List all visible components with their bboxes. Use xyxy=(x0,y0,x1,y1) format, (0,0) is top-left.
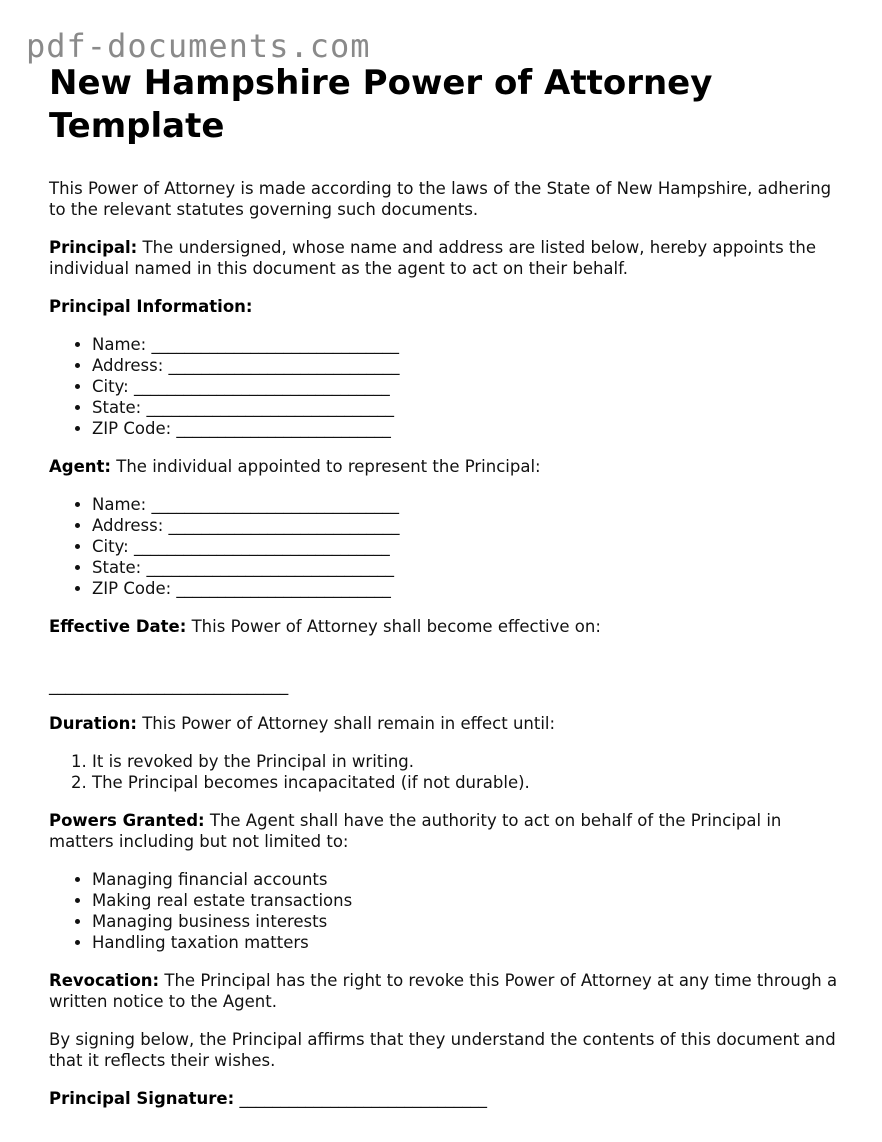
powers-text: The Agent shall have the authority to act on behalf of the Principal in matters including but not limited to: xyxy=(49,811,782,851)
list-item: • Managing financial accounts xyxy=(92,869,849,890)
effective-date-label: Effective Date: xyxy=(49,617,187,636)
principal-zip-field: • ZIP Code: __________________________ xyxy=(92,418,849,439)
list-item: • Managing business interests xyxy=(92,911,849,932)
duration-text: This Power of Attorney shall remain in effect until: xyxy=(136,714,556,733)
principal-label: Principal: xyxy=(49,238,138,257)
affirmation-paragraph: By signing below, the Principal affirms that they understand the contents of this document and that it reflects their wishes. xyxy=(49,1030,836,1070)
powers-paragraph xyxy=(49,810,849,852)
duration-list xyxy=(49,751,849,793)
principal-info-list xyxy=(49,334,849,439)
watermark: pdf-documents.com xyxy=(26,27,371,65)
agent-label: Agent: xyxy=(49,457,112,476)
revocation-paragraph xyxy=(49,970,849,1012)
principal-paragraph xyxy=(49,237,849,279)
powers-list xyxy=(49,869,849,953)
principal-info-heading: Principal Information: xyxy=(49,297,253,316)
effective-date-text: This Power of Attorney shall become effective on: xyxy=(186,617,601,636)
principal-state-field: • State: ______________________________ xyxy=(92,397,849,418)
agent-paragraph xyxy=(49,456,849,477)
duration-label: Duration: xyxy=(49,714,137,733)
agent-zip-field: • ZIP Code: __________________________ xyxy=(92,578,849,599)
intro-paragraph: This Power of Attorney is made according to the laws of the State of New Hampshire, adhering to the relevant statutes governing such documents. xyxy=(49,179,832,219)
list-item: 1. It is revoked by the Principal in writing. xyxy=(92,751,849,772)
effective-date-paragraph xyxy=(49,616,849,637)
revocation-label: Revocation: xyxy=(49,971,160,990)
agent-name-field: • Name: ______________________________ xyxy=(92,494,849,515)
principal-text: The undersigned, whose name and address are listed below, hereby appoints the individual named in this document as the agent to act on their behalf. xyxy=(49,238,817,278)
page-title: New Hampshire Power of Attorney Template xyxy=(49,63,713,146)
duration-paragraph xyxy=(49,713,849,734)
powers-label: Powers Granted: xyxy=(49,811,205,830)
document-page xyxy=(49,62,849,1126)
effective-date-line: _____________________________ xyxy=(49,676,289,695)
agent-state-field: • State: ______________________________ xyxy=(92,557,849,578)
signature-label: Principal Signature: xyxy=(49,1089,235,1108)
principal-address-field: • Address: ____________________________ xyxy=(92,355,849,376)
list-item: 2. The Principal becomes incapacitated (if not durable). xyxy=(92,772,849,793)
agent-info-list xyxy=(49,494,849,599)
agent-address-field: • Address: ____________________________ xyxy=(92,515,849,536)
list-item: • Making real estate transactions xyxy=(92,890,849,911)
principal-city-field: • City: _______________________________ xyxy=(92,376,849,397)
agent-text: The individual appointed to represent the Principal: xyxy=(111,457,541,476)
revocation-text: The Principal has the right to revoke this Power of Attorney at any time through a written notice to the Agent. xyxy=(49,971,838,1011)
list-item: • Handling taxation matters xyxy=(92,932,849,953)
signature-paragraph xyxy=(49,1088,849,1109)
principal-name-field: • Name: ______________________________ xyxy=(92,334,849,355)
agent-city-field: • City: _______________________________ xyxy=(92,536,849,557)
signature-line: ______________________________ xyxy=(234,1089,487,1108)
